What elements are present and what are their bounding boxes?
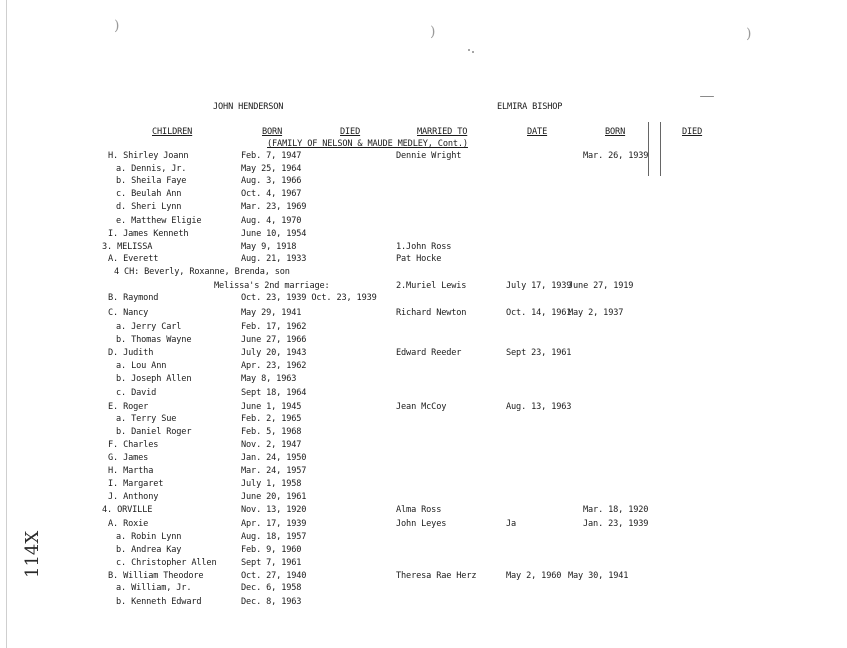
row-name: Melissa's 2nd marriage: [214,281,330,291]
row-born: Nov. 13, 1920 [241,505,307,515]
row-born: Feb. 9, 1960 [241,545,302,555]
row-born: Aug. 3, 1966 [241,176,302,186]
row-born: July 1, 1958 [241,479,302,489]
row-married-to: Theresa Rae Herz [396,571,477,581]
row-name: b. Sheila Faye [116,176,187,186]
row-spouse-born: Mar. 18, 1920 [583,505,649,515]
row-born: Aug. 18, 1957 [241,532,307,542]
row-name: a. William, Jr. [116,583,192,593]
row-born: June 10, 1954 [241,229,307,239]
row-born: Feb. 2, 1965 [241,414,302,424]
row-marriage-date: May 2, 1960 [506,571,562,581]
row-name: H. Martha [108,466,154,476]
row-marriage-date: Ja [506,519,517,529]
row-married-to: Edward Reeder [396,348,462,358]
row-name: a. Lou Ann [116,361,167,371]
row-married-to: Pat Hocke [396,254,442,264]
row-name: d. Sheri Lynn [116,202,182,212]
row-born: Sept 18, 1964 [241,388,307,398]
row-born: Aug. 21, 1933 [241,254,307,264]
col-died-2: DIED [682,127,703,137]
family-subtitle: (FAMILY OF NELSON & MAUDE MEDLEY, Cont.) [267,139,468,149]
row-spouse-born: May 30, 1941 [568,571,629,581]
row-marriage-date: Sept 23, 1961 [506,348,572,358]
row-name: c. David [116,388,157,398]
row-born: Nov. 2, 1947 [241,440,302,450]
row-born: Oct. 4, 1967 [241,189,302,199]
row-born: Jan. 24, 1950 [241,453,307,463]
row-name: b. Andrea Kay [116,545,182,555]
row-born: Feb. 5, 1968 [241,427,302,437]
row-born: Feb. 7, 1947 [241,151,302,161]
scan-mark: ) [746,26,752,42]
row-name: b. Thomas Wayne [116,335,192,345]
row-name: E. Roger [108,402,149,412]
col-born: BORN [262,127,283,137]
row-born: May 29, 1941 [241,308,302,318]
scan-mark: ) [114,18,120,34]
header-right-name: ELMIRA BISHOP [497,102,563,112]
col-born-2: BORN [605,127,626,137]
row-name: b. Daniel Roger [116,427,192,437]
row-born: July 20, 1943 [241,348,307,358]
row-married-to: Richard Newton [396,308,467,318]
row-marriage-date: Aug. 13, 1963 [506,402,572,412]
scan-speck [468,49,470,51]
col-date: DATE [527,127,548,137]
row-name: B. Raymond [108,293,159,303]
row-name: 4 CH: Beverly, Roxanne, Brenda, son [114,267,290,277]
row-marriage-date: July 17, 1939 [506,281,572,291]
row-married-to: 1.John Ross [396,242,452,252]
row-married-to: Dennie Wright [396,151,462,161]
row-name: b. Kenneth Edward [116,597,202,607]
row-born: Apr. 17, 1939 [241,519,307,529]
rule-line [660,122,661,176]
scan-speck [700,96,714,97]
row-name: 4. ORVILLE [102,505,153,515]
handwritten-page-number: 114X [22,530,43,578]
scan-mark: ) [430,24,436,40]
row-name: A. Roxie [108,519,149,529]
col-died: DIED [340,127,361,137]
row-name: c. Beulah Ann [116,189,182,199]
page-edge [6,0,7,648]
row-name: I. Margaret [108,479,164,489]
row-married-to: John Leyes [396,519,447,529]
row-born: June 27, 1966 [241,335,307,345]
row-name: b. Joseph Allen [116,374,192,384]
row-born: Aug. 4, 1970 [241,216,302,226]
row-born: May 25, 1964 [241,164,302,174]
row-born: Sept 7, 1961 [241,558,302,568]
row-born: Oct. 27, 1940 [241,571,307,581]
row-name: a. Jerry Carl [116,322,182,332]
row-name: J. Anthony [108,492,159,502]
row-born: Mar. 23, 1969 [241,202,307,212]
row-name: 3. MELISSA [102,242,153,252]
row-born: May 8, 1963 [241,374,297,384]
row-born: Apr. 23, 1962 [241,361,307,371]
row-name: a. Terry Sue [116,414,177,424]
scan-speck [472,51,474,53]
row-spouse-born: May 2, 1937 [568,308,624,318]
row-born: June 20, 1961 [241,492,307,502]
row-born: May 9, 1918 [241,242,297,252]
row-name: G. James [108,453,149,463]
header-left-name: JOHN HENDERSON [213,102,284,112]
row-name: D. Judith [108,348,154,358]
row-name: C. Nancy [108,308,149,318]
row-name: I. James Kenneth [108,229,189,239]
row-name: B. William Theodore [108,571,204,581]
row-marriage-date: Oct. 14, 1961 [506,308,572,318]
row-born: Oct. 23, 1939 Oct. 23, 1939 [241,293,377,303]
row-name: F. Charles [108,440,159,450]
rule-line [648,122,649,176]
row-name: e. Matthew Eligie [116,216,202,226]
row-born: June 1, 1945 [241,402,302,412]
row-married-to: Jean McCoy [396,402,447,412]
row-married-to: Alma Ross [396,505,442,515]
row-spouse-born: June 27, 1919 [568,281,634,291]
row-born: Dec. 8, 1963 [241,597,302,607]
row-name: H. Shirley Joann [108,151,189,161]
row-born: Mar. 24, 1957 [241,466,307,476]
row-name: c. Christopher Allen [116,558,217,568]
row-married-to: 2.Muriel Lewis [396,281,467,291]
row-born: Dec. 6, 1958 [241,583,302,593]
row-name: A. Everett [108,254,159,264]
col-married-to: MARRIED TO [417,127,468,137]
row-spouse-born: Jan. 23, 1939 [583,519,649,529]
row-born: Feb. 17, 1962 [241,322,307,332]
row-spouse-born: Mar. 26, 1939 [583,151,649,161]
row-name: a. Robin Lynn [116,532,182,542]
col-children: CHILDREN [152,127,193,137]
row-name: a. Dennis, Jr. [116,164,187,174]
